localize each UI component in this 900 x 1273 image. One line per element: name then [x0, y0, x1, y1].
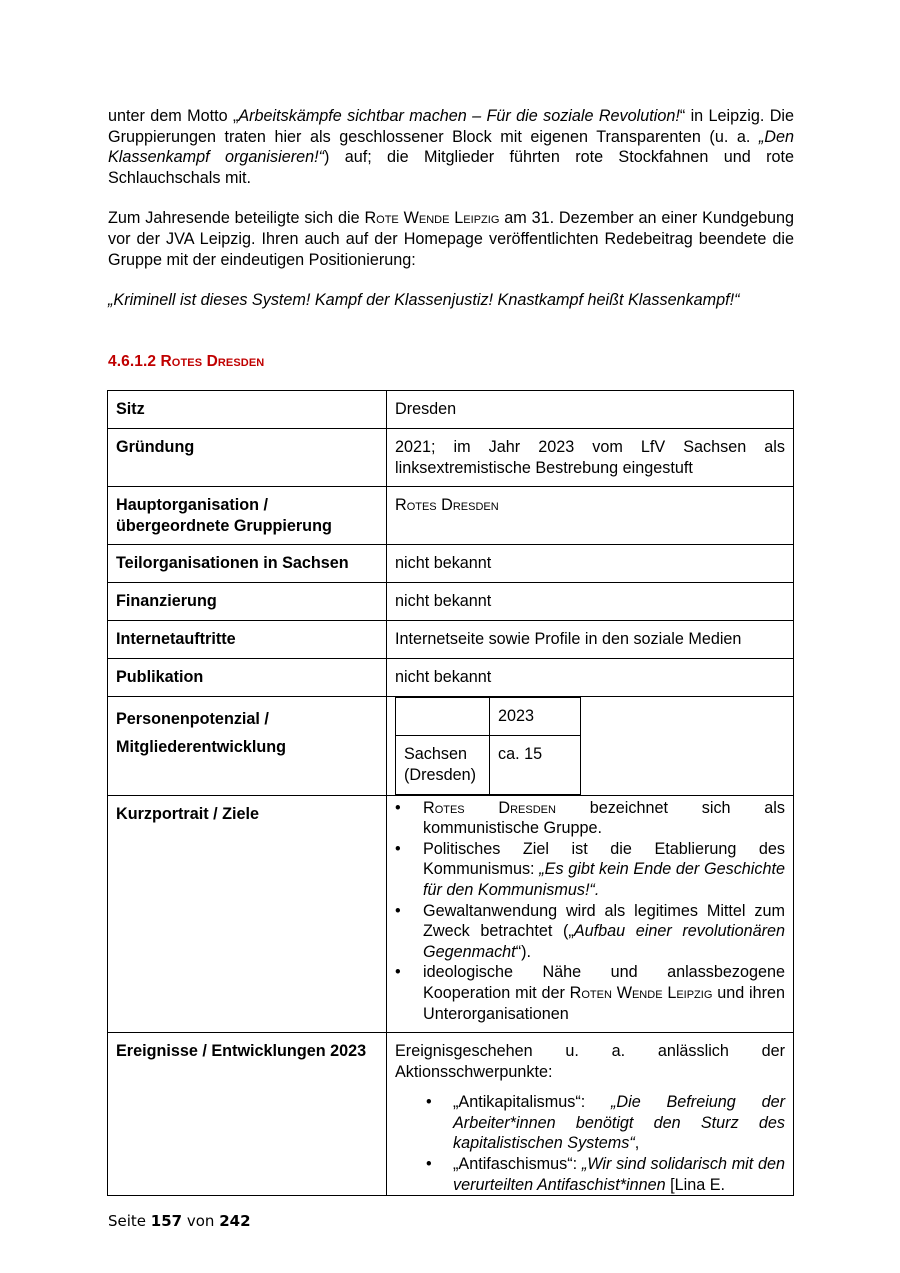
value-sitz: Dresden — [387, 391, 794, 429]
label-finanzierung: Finanzierung — [108, 583, 387, 621]
member-table-corner — [396, 698, 490, 736]
label-sitz: Sitz — [108, 391, 387, 429]
intro-paragraph-1: unter dem Motto „Arbeitskämpfe sichtbar machen – Für die soziale Revolution!“ in Leipzig. Die Gruppierungen traten hier als geschlossener Block mit eigenen Transparenten (u. a. „Den Klassenkampf organisieren!“) auf; die Mitglieder führten rote Stockfahnen und rote Schlauchschals mit. — [108, 107, 794, 187]
value-internetauftritte: Internetseite sowie Profile in den soziale Medien — [387, 621, 794, 659]
member-year: 2023 — [490, 698, 581, 736]
list-item: • Rotes Dresden bezeichnet sich als kommunistische Gruppe. — [395, 798, 785, 839]
label-internetauftritte: Internetauftritte — [108, 621, 387, 659]
org-name: Rote Wende Leipzig — [364, 209, 500, 228]
list-item: • ideologische Nähe und anlassbezogene Kooperation mit der Roten Wende Leipzig und ihren Unterorganisationen — [395, 962, 785, 1024]
list-item: • Gewaltanwendung wird als legitimes Mittel zum Zweck betrachtet („Aufbau einer revolutionären Gegenmacht“). — [395, 901, 785, 963]
value-publikation: nicht bekannt — [387, 659, 794, 697]
member-count: ca. 15 — [490, 736, 581, 794]
label-ereignisse: Ereignisse / Entwicklungen 2023 — [108, 1033, 387, 1196]
value-ereignisse — [387, 1033, 794, 1196]
value-hauptorganisation: Rotes Dresden — [387, 487, 794, 545]
section-heading: 4.6.1.2 Rotes Dresden — [108, 352, 265, 370]
member-table — [395, 697, 581, 794]
label-gruendung: Gründung — [108, 429, 387, 487]
member-region: Sachsen (Dresden) — [396, 736, 490, 794]
banner-text: „Den Klassenkampf organisieren!“ — [108, 127, 794, 167]
events-intro: Ereignisgeschehen u. a. anlässlich der Aktionsschwerpunkte: — [395, 1042, 785, 1081]
goals-list — [395, 798, 785, 1025]
profile-table — [107, 390, 794, 1196]
intro-paragraph-2: Zum Jahresende beteiligte sich die Rote Wende Leipzig am 31. Dezember an einer Kundgebung vor der JVA Leipzig. Ihren auch auf der Homepage veröffentlichten Redebeitrag beendete die Gruppe mit der eindeutigen Positionierung: — [108, 209, 794, 269]
quote: „Kriminell ist dieses System! Kampf der Klassenjustiz! Knastkampf heißt Klassenkampf!“ — [108, 291, 740, 310]
list-item: • Politisches Ziel ist die Etablierung des Kommunismus: „Es gibt kein Ende der Geschichte für den Kommunismus!“. — [395, 839, 785, 901]
events-list — [395, 1092, 785, 1195]
label-personenpotenzial: Personenpotenzial / Mitgliederentwicklung — [108, 697, 387, 795]
label-hauptorganisation: Hauptorganisation / übergeordnete Gruppierung — [108, 487, 387, 545]
page-footer: Seite 157 von 242 — [108, 1212, 251, 1230]
value-teilorganisationen: nicht bekannt — [387, 545, 794, 583]
label-teilorganisationen: Teilorganisationen in Sachsen — [108, 545, 387, 583]
value-finanzierung: nicht bekannt — [387, 583, 794, 621]
current-page: 157 — [150, 1212, 183, 1230]
list-item: • „Antikapitalismus“: „Die Befreiung der Arbeiter*innen benötigt den Sturz des kapitalistischen Systems“, — [395, 1092, 785, 1154]
value-kurzportrait — [387, 795, 794, 1033]
value-gruendung: 2021; im Jahr 2023 vom LfV Sachsen als linksextremistische Bestrebung eingestuft — [387, 429, 794, 487]
value-personenpotenzial — [387, 697, 794, 795]
label-publikation: Publikation — [108, 659, 387, 697]
total-pages: 242 — [219, 1212, 251, 1230]
label-kurzportrait: Kurzportrait / Ziele — [108, 795, 387, 1033]
document-body — [108, 106, 794, 371]
list-item: • „Antifaschismus“: „Wir sind solidarisch mit den verurteilten Antifaschist*innen [Lina E. — [395, 1154, 785, 1195]
motto-text: Arbeitskämpfe sichtbar machen – Für die soziale Revolution! — [238, 107, 680, 125]
